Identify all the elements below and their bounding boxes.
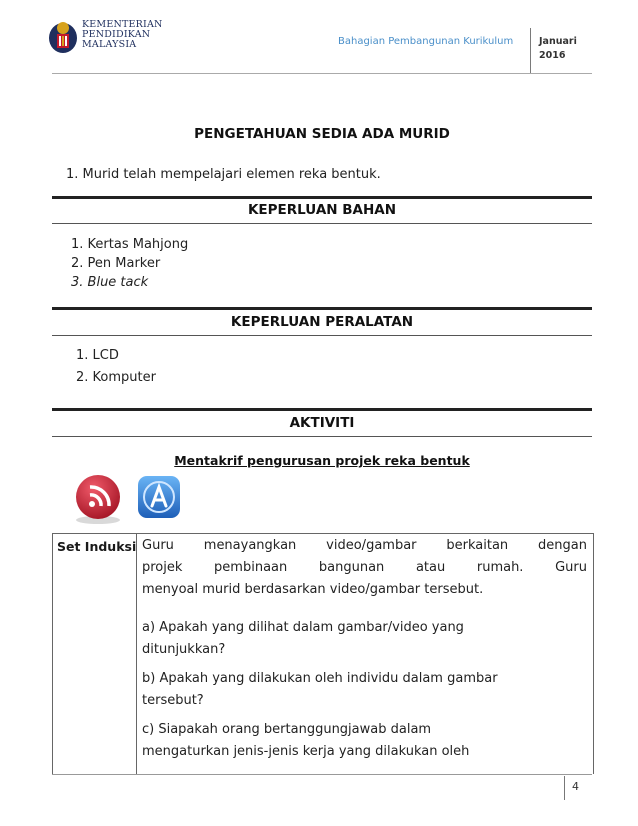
materials-item: 2. Pen Marker bbox=[71, 256, 161, 271]
table-column-divider bbox=[136, 533, 137, 774]
section-rule bbox=[52, 335, 592, 336]
section-rule bbox=[52, 307, 592, 310]
header-divider bbox=[530, 28, 531, 74]
crest-icon bbox=[46, 16, 80, 56]
app-store-icon[interactable] bbox=[134, 473, 186, 525]
section-rule bbox=[52, 223, 592, 224]
table-line: projek pembinaan bangunan atau rumah. Guru bbox=[142, 560, 587, 575]
section-title-equipment: KEPERLUAN PERALATAN bbox=[230, 314, 414, 330]
section-title-materials: KEPERLUAN BAHAN bbox=[247, 202, 397, 218]
header-rule bbox=[52, 73, 592, 74]
table-line: Guru menayangkan video/gambar berkaitan dengan bbox=[142, 538, 587, 553]
page-number: 4 bbox=[572, 780, 579, 793]
logo-line: PENDIDIKAN bbox=[82, 29, 151, 40]
date-year: 2016 bbox=[539, 50, 566, 61]
section-rule bbox=[52, 408, 592, 411]
prior-knowledge-item: 1. Murid telah mempelajari elemen reka bentuk. bbox=[66, 167, 381, 182]
logo-line: MALAYSIA bbox=[82, 39, 137, 50]
section-title-prior-knowledge: PENGETAHUAN SEDIA ADA MURID bbox=[194, 126, 450, 142]
logo-text bbox=[82, 20, 163, 50]
header-date bbox=[539, 35, 577, 63]
materials-item: 3. Blue tack bbox=[71, 275, 149, 290]
table-line: b) Apakah yang dilakukan oleh individu dalam gambar bbox=[142, 671, 498, 686]
footer-rule bbox=[52, 774, 592, 775]
equipment-item: 1. LCD bbox=[76, 348, 119, 363]
equipment-item: 2. Komputer bbox=[76, 370, 156, 385]
logo-line: KEMENTERIAN bbox=[82, 19, 163, 30]
table-line: menyoal murid berdasarkan video/gambar tersebut. bbox=[142, 582, 484, 597]
table-line: tersebut? bbox=[142, 693, 204, 708]
activity-subtitle: Mentakrif pengurusan projek reka bentuk bbox=[174, 453, 470, 468]
department-name: Bahagian Pembangunan Kurikulum bbox=[338, 36, 514, 47]
table-line: a) Apakah yang dilihat dalam gambar/video yang bbox=[142, 620, 464, 635]
table-row-label: Set Induksi bbox=[57, 539, 137, 554]
date-month: Januari bbox=[539, 36, 577, 47]
section-rule bbox=[52, 196, 592, 199]
section-rule bbox=[52, 436, 592, 437]
table-line: mengaturkan jenis-jenis kerja yang dilakukan oleh bbox=[142, 744, 470, 759]
section-title-activity: AKTIVITI bbox=[289, 415, 355, 431]
wifi-icon[interactable] bbox=[70, 473, 126, 525]
materials-item: 1. Kertas Mahjong bbox=[71, 237, 189, 252]
table-line: c) Siapakah orang bertanggungjawab dalam bbox=[142, 722, 432, 737]
footer-divider bbox=[564, 776, 565, 800]
table-line: ditunjukkan? bbox=[142, 642, 226, 657]
